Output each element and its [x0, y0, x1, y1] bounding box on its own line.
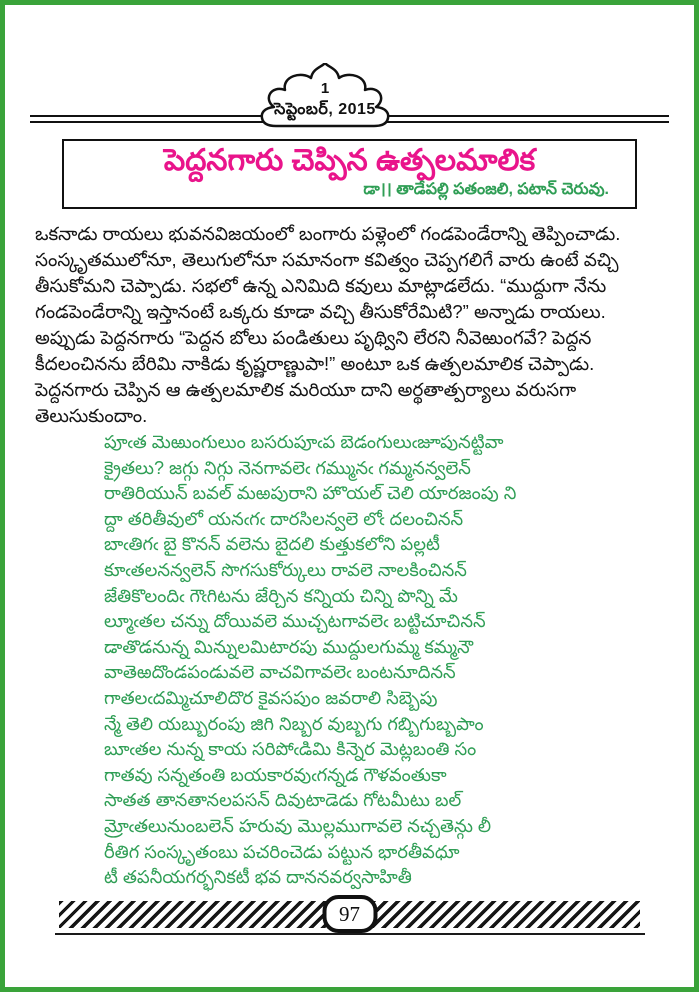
issue-number: 1: [320, 80, 330, 97]
footer-hatch-bar: [59, 901, 640, 928]
poem-line: సాతత తానతానలపసన్ దివుటాడెడు గోటమీటు బల్: [104, 790, 462, 811]
poem-line: రాతిరియున్ బవల్ మఱపురాని హొయల్ చెలి యారజంపు ని: [104, 483, 517, 504]
poem-line: ల్మూఁతల చన్ను దోయివలె ముచ్చటగావలెఁ బట్టిచూచినన్: [104, 611, 486, 632]
intro-paragraph: [35, 221, 669, 429]
poem-line: బూఁతల నున్న కాయ సరిపోఁడిమి కిన్నెర మెట్లబంతి సం: [104, 739, 477, 760]
intro-line: తీసుకోమని చెప్పాడు. సభలో ఉన్న ఎనిమిది కవులు మాట్లాడలేదు. “ముద్దుగా నేను: [35, 275, 607, 296]
poem-line: గాతవు సన్నతంతి బయకారవుఁగన్నడ గౌళవంతుకా: [104, 764, 447, 785]
poem-line: వాతెఱదొండపండువలె వాచవిగావలెఁ బంటనూదినన్: [104, 662, 456, 683]
intro-line: ఒకనాడు రాయలు భువనవిజయంలో బంగారు పళ్లెంలో గండపెండేరాన్ని తెప్పించాడు.: [35, 223, 621, 244]
page-number-badge: 97: [322, 895, 377, 933]
intro-line: పెద్దనగారు చెప్పిన ఆ ఉత్పలమాలిక మరియూ దాని అర్థతాత్పర్యాలు వరుసగా: [35, 379, 577, 400]
issue-ornament: [258, 63, 392, 128]
intro-line: గండపెండేరాన్ని ఇస్తానంటే ఒక్కరు కూడా వచ్చి తీసుకోరేమిటి?” అన్నాడు రాయలు.: [35, 301, 606, 322]
poem-line: టీ తపనీయగర్భనికటీ భవ దాననవర్వసాహితీ: [104, 867, 412, 888]
intro-line: కీదలంచినను బేరిమి నాకిడు కృష్ణరాణ్ణుపా!” అంటూ ఒక ఉత్పలమాలిక చెప్పాడు.: [35, 353, 595, 374]
footer-underline: [55, 933, 645, 935]
poem-line: ద్దా తరితీవులో యనఁగఁ దారసిలన్వలె లోఁ దలంచినన్: [104, 508, 464, 529]
utpalamalika-poem: [104, 430, 664, 891]
poem-line: క్రైతలు? జగ్గు నిగ్గు నెనగావలెఁ గమ్మునఁ గమ్మనన్వలెన్: [104, 457, 471, 478]
poem-line: డాతొడనున్న మిన్నులమిటారపు ముద్దులగుమ్మ కమ్మనౌ: [104, 636, 474, 657]
poem-line: రీతిగ సంస్కృతంబు పచరించెడు పట్టున భారతీవధూ: [104, 841, 460, 862]
intro-line: సంస్కృతములోనూ, తెలుగులోనూ సమానంగా కవిత్వం చెప్పగలిగే వారు ఉంటే వచ్చి: [35, 249, 619, 270]
article-author: డా।। తాడేపల్లి పతంజలి, పటాన్ చెరువు.: [363, 181, 609, 198]
poem-line: మ్రోఁతలునుంబలెన్ హరువు మొల్లముగావలె నచ్చతెన్గు లీ: [104, 815, 492, 836]
poem-line: పూఁత మెఱుంగులుం బసరుపూఁప బెడంగులుఁజూపునట్టివా: [104, 432, 504, 452]
poem-line: న్మే తెలి యబ్బురంపు జిగి నిబ్బర వుబ్బగు గబ్బిగుబ్బపాం: [104, 713, 484, 734]
poem-line: కూఁతలనన్వలెన్ సొగసుకోర్కులు రావలె నాలకించినన్: [104, 559, 467, 580]
intro-line: అప్పుడు పెద్దనగారు “పెద్దన బోలు పండితులు పృథ్విని లేరని నీవెఱుంగవే? పెద్దన: [35, 327, 592, 348]
poem-line: బాఁతిగఁ బై కొనన్ వలెను బైదలి కుత్తుకలోని పల్లటీ: [104, 534, 440, 555]
poem-line: గాతలఁదమ్మిచూలిదొర కైవసపుం జవరాలి సిబ్బెపు: [104, 687, 438, 708]
article-title-box: [62, 139, 637, 209]
issue-date: సెప్టెంబర్, 2015: [274, 101, 376, 118]
intro-line: తెలుసుకుందాం.: [35, 405, 148, 426]
article-title: పెద్దనగారు చెప్పిన ఉత్పలమాలిక: [163, 144, 536, 177]
poem-line: జేతికొలందిఁ గౌఁగిటను జేర్చిన కన్నియ చిన్ని పొన్ని మే: [104, 585, 458, 606]
